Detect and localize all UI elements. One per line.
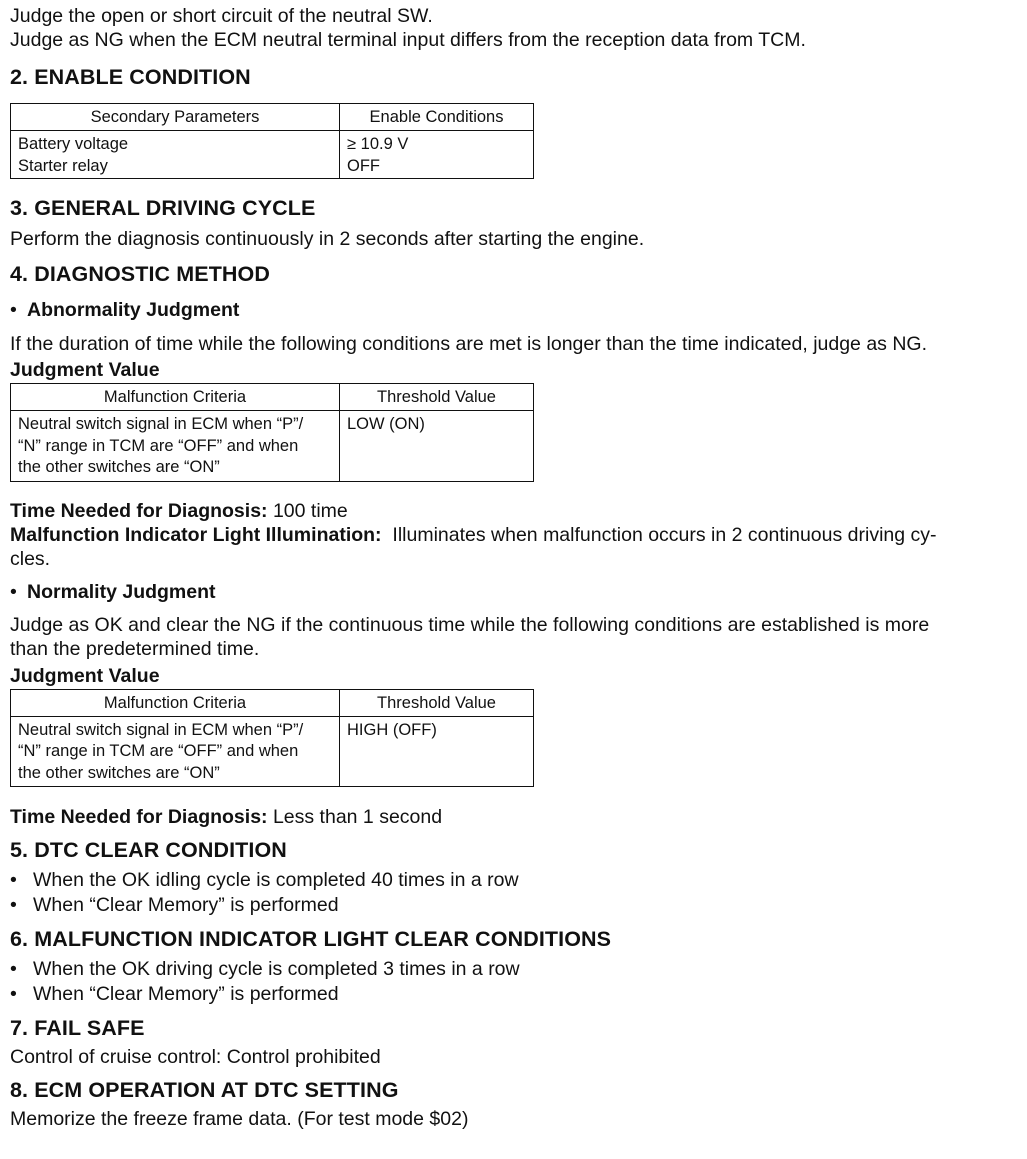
enable-condition-table [10,103,534,179]
bullet-icon: • [10,982,17,1005]
bullet-icon: • [10,958,17,980]
judgment-value-label: Judgment Value [10,664,160,687]
abnormality-judgment-title: • Abnormality Judgment [10,299,240,321]
section-5-heading: 5. DTC CLEAR CONDITION [10,838,287,862]
time-needed-line: Time Needed for Diagnosis: Less than 1 second [10,806,443,828]
mil-illumination-line: Malfunction Indicator Light Illumination: Illuminates when malfunction occurs in 2 continuous driving cy- [10,523,937,546]
table-cell: ≥ 10.9 V OFF [340,131,534,178]
bullet-icon: • [10,299,17,321]
section-8-heading: 8. ECM OPERATION AT DTC SETTING [10,1078,399,1102]
judgment-value-label: Judgment Value [10,359,160,381]
section-7-text: Control of cruise control: Control prohibited [10,1046,381,1068]
list-item: • When “Clear Memory” is performed [10,982,339,1005]
bullet-icon: • [10,869,17,891]
intro-line-2: Judge as NG when the ECM neutral terminal input differs from the reception data from TCM. [10,29,806,51]
list-item: • When “Clear Memory” is performed [10,893,339,916]
abnormality-text: If the duration of time while the following conditions are met is longer than the time indicated, judge as NG. [10,333,928,355]
list-item: • When the OK idling cycle is completed 40 times in a row [10,869,519,891]
time-needed-line: Time Needed for Diagnosis: 100 time [10,499,348,522]
section-7-heading: 7. FAIL SAFE [10,1016,145,1040]
section-8-text: Memorize the freeze frame data. (For test mode $02) [10,1108,469,1130]
section-6-heading: 6. MALFUNCTION INDICATOR LIGHT CLEAR CONDITIONS [10,927,612,951]
table-header: Threshold Value [340,384,534,411]
normality-judgment-table [10,689,534,788]
table-row [11,716,534,787]
criteria-cell: Neutral switch signal in ECM when “P”/ “N” range in TCM are “OFF” and when the other switches are “ON” [11,411,340,482]
table-cell: Battery voltage Starter relay [11,131,340,178]
table-header: Threshold Value [340,689,534,716]
mil-illumination-line-2: cles. [10,547,51,570]
table-header: Malfunction Criteria [11,384,340,411]
threshold-cell: LOW (ON) [340,411,534,482]
bullet-icon: • [10,893,17,916]
criteria-cell: Neutral switch signal in ECM when “P”/ “N” range in TCM are “OFF” and when the other switches are “ON” [11,716,340,787]
intro-line-1: Judge the open or short circuit of the neutral SW. [10,5,433,27]
normality-judgment-title: • Normality Judgment [10,580,216,603]
document-page [10,4,1020,1131]
normality-text-2: than the predetermined time. [10,637,260,660]
section-2-heading: 2. ENABLE CONDITION [10,65,251,89]
table-row [11,411,534,482]
normality-text-1: Judge as OK and clear the NG if the continuous time while the following conditions are established is more [10,613,930,636]
bullet-icon: • [10,580,17,603]
section-3-heading: 3. GENERAL DRIVING CYCLE [10,196,316,220]
abnormality-judgment-table [10,383,534,482]
table-row [11,131,534,178]
section-3-text: Perform the diagnosis continuously in 2 seconds after starting the engine. [10,228,645,250]
table-header: Enable Conditions [340,104,534,131]
table-header: Secondary Parameters [11,104,340,131]
table-header: Malfunction Criteria [11,689,340,716]
section-4-heading: 4. DIAGNOSTIC METHOD [10,262,271,286]
list-item: • When the OK driving cycle is completed 3 times in a row [10,958,520,980]
threshold-cell: HIGH (OFF) [340,716,534,787]
